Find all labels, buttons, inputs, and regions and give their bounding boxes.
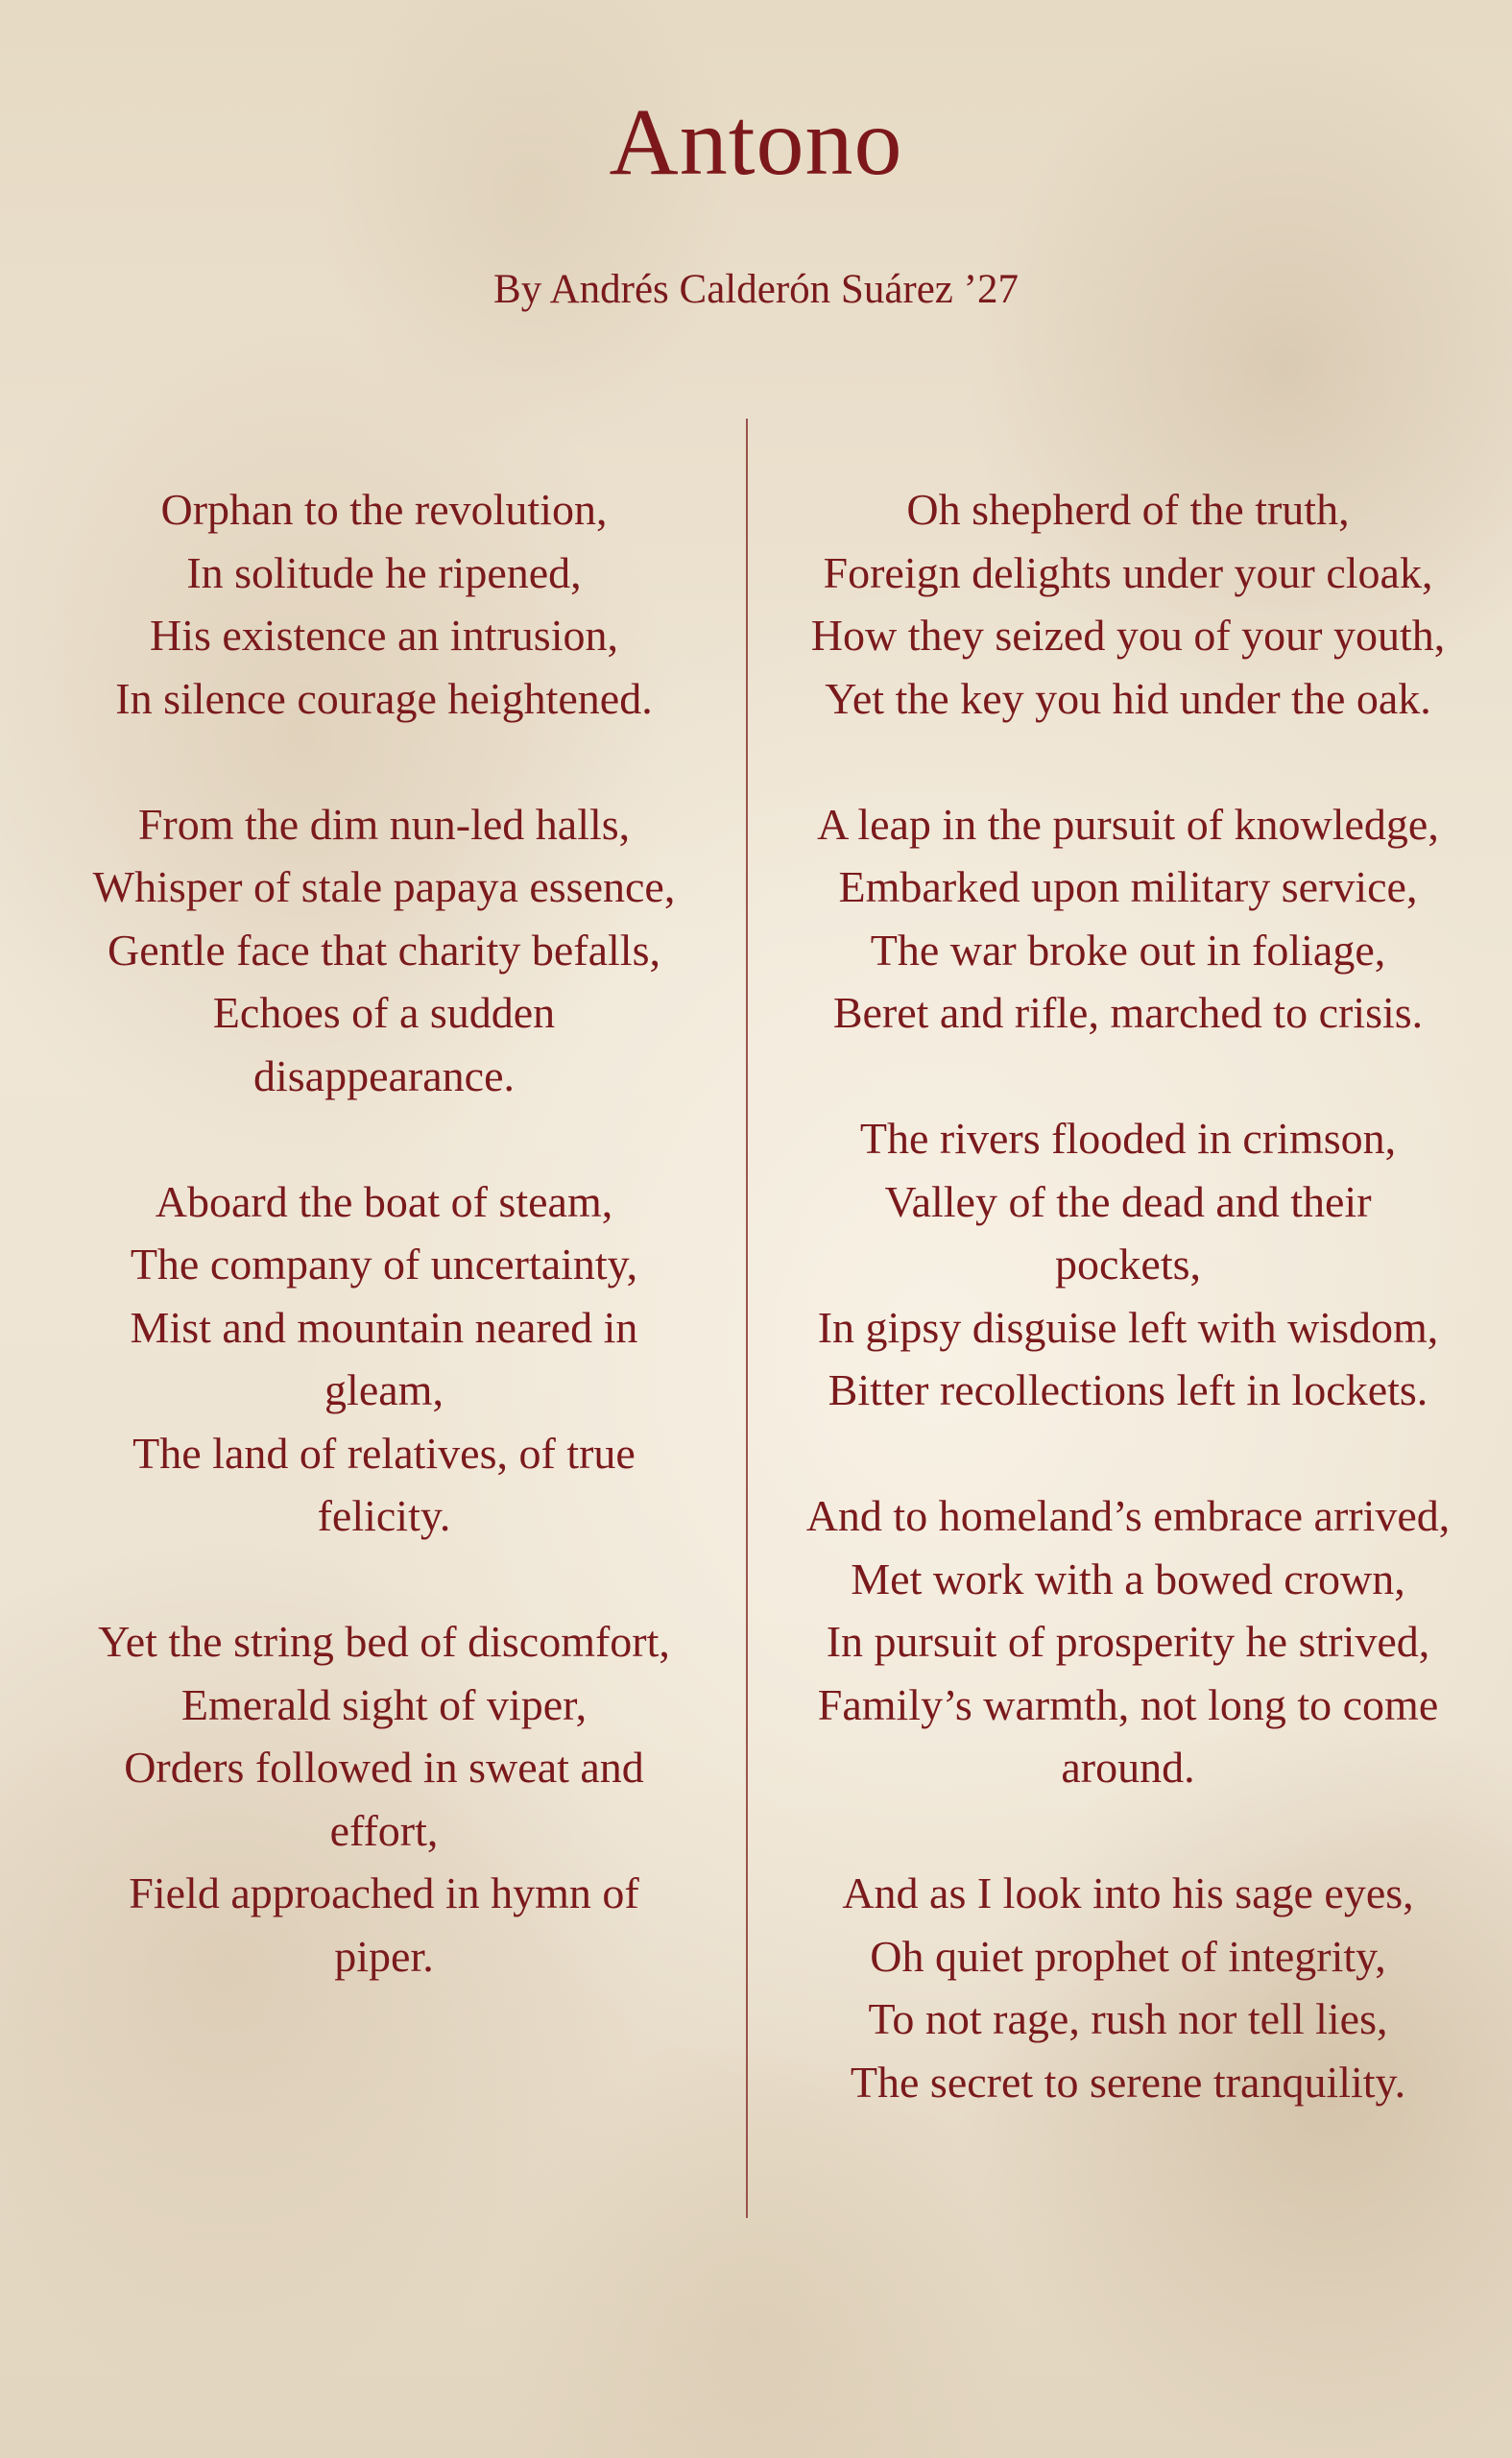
poem-line: Orphan to the revolution,	[160, 485, 608, 534]
column-divider	[746, 419, 748, 2218]
poem-line: From the dim nun-led halls,	[137, 799, 631, 849]
stanza	[38, 478, 730, 730]
poem-title: Antono	[609, 88, 903, 195]
poem-line: The rivers flooded in crimson,	[859, 1114, 1397, 1163]
poem-line: In silence courage heightened.	[115, 673, 653, 723]
poem-line: Oh quiet prophet of integrity,	[870, 1931, 1386, 1981]
poem-byline: By Andrés Calderón Suárez ’27	[493, 267, 1019, 312]
stanza	[782, 1107, 1474, 1422]
poem-line: gleam,	[324, 1365, 444, 1414]
stanza	[782, 1862, 1474, 2113]
poem-line: Orders followed in sweat and	[124, 1743, 644, 1792]
poem-line: Yet the string bed of discomfort,	[98, 1617, 670, 1666]
poem-line: Valley of the dead and their	[884, 1176, 1372, 1226]
poem-line: How they seized you of your youth,	[810, 611, 1446, 660]
left-column	[38, 478, 730, 2051]
poem-line: Beret and rifle, marched to crisis.	[832, 988, 1424, 1037]
poem-line: Field approached in hymn of	[129, 1868, 639, 1917]
poem-line: pockets,	[1054, 1240, 1201, 1289]
poem-line: Family’s warmth, not long to come	[817, 1679, 1439, 1729]
poem-line: In pursuit of prosperity he strived,	[826, 1617, 1430, 1666]
poem-line: Yet the key you hid under the oak.	[825, 673, 1431, 723]
poem-line: To not rage, rush nor tell lies,	[868, 1994, 1388, 2043]
poem-line: Oh shepherd of the truth,	[906, 485, 1350, 534]
poem-line: A leap in the pursuit of knowledge,	[817, 799, 1439, 849]
poem-line: Emerald sight of viper,	[180, 1679, 588, 1729]
poem-line: felicity.	[317, 1491, 451, 1540]
poem-line: Echoes of a sudden	[212, 988, 556, 1037]
poem-line: Bitter recollections left in lockets.	[828, 1365, 1428, 1414]
stanza	[38, 1610, 730, 1988]
poem-line: And as I look into his sage eyes,	[842, 1868, 1414, 1917]
poem-line: Whisper of stale papaya essence,	[92, 862, 676, 911]
stanza	[38, 1170, 730, 1548]
poem-line: Aboard the boat of steam,	[155, 1176, 613, 1226]
poem-line: Gentle face that charity befalls,	[108, 925, 660, 975]
poem-line: effort,	[329, 1805, 439, 1855]
poem-line: In solitude he ripened,	[186, 547, 582, 597]
poem-line: Embarked upon military service,	[838, 862, 1418, 911]
poem-line: Foreign delights under your cloak,	[823, 547, 1433, 597]
right-column	[782, 478, 1474, 2177]
poem-line: Met work with a bowed crown,	[851, 1554, 1405, 1603]
poem-line: The secret to serene tranquility.	[850, 2057, 1406, 2107]
poem-line: Mist and mountain neared in	[130, 1302, 638, 1352]
poem-line: The war broke out in foliage,	[870, 925, 1386, 975]
stanza	[782, 1484, 1474, 1799]
poem-line: The company of uncertainty,	[130, 1240, 638, 1289]
stanza	[782, 478, 1474, 730]
stanza	[38, 793, 730, 1108]
poem-line: His existence an intrusion,	[149, 611, 618, 660]
poem-line: piper.	[334, 1931, 434, 1981]
poem-line: In gipsy disguise left with wisdom,	[817, 1302, 1439, 1352]
poem-line: around.	[1061, 1743, 1195, 1792]
poem-line: disappearance.	[252, 1050, 515, 1100]
poem-line: And to homeland’s embrace arrived,	[805, 1491, 1451, 1540]
stanza	[782, 793, 1474, 1045]
poem-line: The land of relatives, of true	[132, 1428, 636, 1478]
